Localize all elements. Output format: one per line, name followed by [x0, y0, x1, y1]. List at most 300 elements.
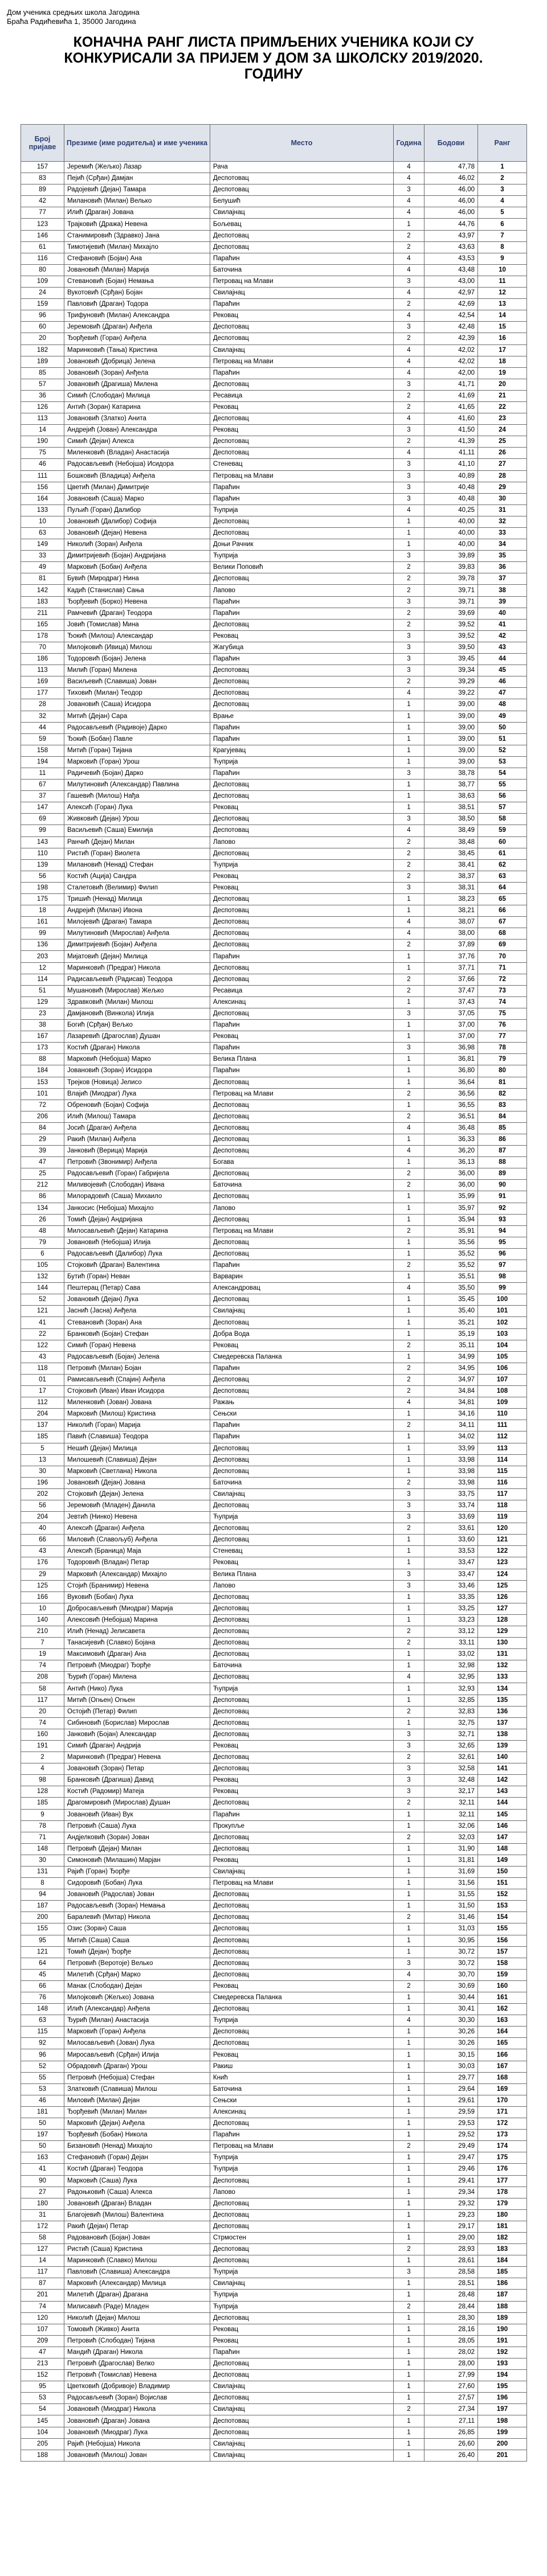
- table-row: [21, 848, 527, 859]
- rank-cell: 94: [478, 1225, 527, 1237]
- student-name-cell: Јеремић (Жељко) Лазар: [64, 162, 210, 173]
- application-number-cell: 178: [21, 630, 64, 642]
- grade-cell: 1: [394, 1191, 424, 1203]
- grade-cell: 3: [394, 482, 424, 493]
- place-cell: Деспотовац: [210, 2175, 394, 2187]
- place-cell: Деспотовац: [210, 1294, 394, 1306]
- table-row: [21, 1958, 527, 1969]
- rank-cell: 56: [478, 791, 527, 802]
- grade-cell: 4: [394, 173, 424, 184]
- application-number-cell: 128: [21, 1786, 64, 1798]
- table-row: [21, 207, 527, 219]
- rank-cell: 23: [478, 413, 527, 425]
- application-number-cell: 210: [21, 1626, 64, 1638]
- rank-cell: 93: [478, 1214, 527, 1225]
- place-cell: Ћуприја: [210, 2290, 394, 2301]
- grade-cell: 2: [394, 436, 424, 448]
- place-cell: Параћин: [210, 482, 394, 493]
- student-name-cell: Милојевић (Драган) Тамара: [64, 917, 210, 928]
- rank-cell: 85: [478, 1122, 527, 1134]
- application-number-cell: 161: [21, 917, 64, 928]
- rank-cell: 178: [478, 2187, 527, 2198]
- application-number-cell: 185: [21, 1431, 64, 1443]
- student-name-cell: Јовановић (Радослав) Јован: [64, 1889, 210, 1901]
- student-name-cell: Јовановић (Иван) Вук: [64, 1809, 210, 1820]
- grade-cell: 1: [394, 722, 424, 733]
- place-cell: Деспотовац: [210, 688, 394, 699]
- grade-cell: 4: [394, 253, 424, 264]
- application-number-cell: 50: [21, 2141, 64, 2152]
- points-cell: 28,48: [424, 2290, 478, 2301]
- place-cell: Деспотовац: [210, 1717, 394, 1729]
- header-application-number: Број пријаве: [21, 125, 64, 162]
- place-cell: Бољевац: [210, 219, 394, 230]
- points-cell: 36,20: [424, 1146, 478, 1157]
- grade-cell: 2: [394, 848, 424, 859]
- grade-cell: 1: [394, 2358, 424, 2370]
- table-row: [21, 676, 527, 688]
- grade-cell: 3: [394, 654, 424, 665]
- table-row: [21, 2290, 527, 2301]
- points-cell: 36,64: [424, 1077, 478, 1088]
- student-name-cell: Радојевић (Дејан) Тамара: [64, 184, 210, 196]
- title-line-2: КОНКУРИСАЛИ ЗА ПРИЈЕМ У ДОМ ЗА ШКОЛСКУ 2019/2020. ГОДИНУ: [64, 50, 483, 82]
- points-cell: 44,76: [424, 219, 478, 230]
- student-name-cell: Радосављевић (Небојша) Исидора: [64, 459, 210, 470]
- points-cell: 29,23: [424, 2209, 478, 2221]
- rank-cell: 194: [478, 2370, 527, 2381]
- table-row: [21, 1992, 527, 2004]
- points-cell: 39,78: [424, 573, 478, 585]
- points-cell: 30,72: [424, 1958, 478, 1969]
- grade-cell: 4: [394, 310, 424, 322]
- place-cell: Алексинац: [210, 996, 394, 1008]
- table-row: [21, 425, 527, 436]
- grade-cell: 1: [394, 905, 424, 917]
- table-body: [21, 162, 527, 2462]
- grade-cell: 3: [394, 1786, 424, 1798]
- grade-cell: 2: [394, 985, 424, 996]
- student-name-cell: Пештерац (Петар) Сава: [64, 1283, 210, 1294]
- student-name-cell: Рајић (Горан) Ђорђе: [64, 1866, 210, 1877]
- table-row: [21, 562, 527, 573]
- points-cell: 43,97: [424, 230, 478, 241]
- application-number-cell: 92: [21, 2038, 64, 2049]
- student-name-cell: Илић (Ненад) Јелисавета: [64, 1626, 210, 1638]
- points-cell: 42,00: [424, 367, 478, 379]
- student-name-cell: Јосић (Драган) Анђела: [64, 1122, 210, 1134]
- table-row: [21, 1454, 527, 1466]
- application-number-cell: 46: [21, 2095, 64, 2106]
- grade-cell: 1: [394, 1695, 424, 1706]
- student-name-cell: Алексовић (Небојша) Марина: [64, 1614, 210, 1626]
- place-cell: Деспотовац: [210, 184, 394, 196]
- place-cell: Свилајнац: [210, 344, 394, 356]
- points-cell: 35,21: [424, 1317, 478, 1328]
- header-points: Бодови: [424, 125, 478, 162]
- rank-cell: 43: [478, 642, 527, 653]
- grade-cell: 3: [394, 630, 424, 642]
- points-cell: 29,53: [424, 2118, 478, 2130]
- table-row: [21, 173, 527, 184]
- student-name-cell: Јовановић (Зоран) Исидора: [64, 1065, 210, 1077]
- rank-cell: 81: [478, 1077, 527, 1088]
- grade-cell: 1: [394, 1306, 424, 1317]
- application-number-cell: 173: [21, 1043, 64, 1054]
- table-row: [21, 448, 527, 459]
- grade-cell: 4: [394, 162, 424, 173]
- points-cell: 34,84: [424, 1386, 478, 1397]
- place-cell: Деспотовац: [210, 1386, 394, 1397]
- application-number-cell: 39: [21, 1146, 64, 1157]
- application-number-cell: 59: [21, 733, 64, 745]
- rank-cell: 14: [478, 310, 527, 322]
- place-cell: Богава: [210, 1157, 394, 1168]
- place-cell: Деспотовац: [210, 1638, 394, 1649]
- points-cell: 30,44: [424, 1992, 478, 2004]
- points-cell: 27,60: [424, 2381, 478, 2393]
- grade-cell: 1: [394, 2415, 424, 2427]
- rank-cell: 42: [478, 630, 527, 642]
- grade-cell: 1: [394, 539, 424, 551]
- place-cell: Деспотовац: [210, 1843, 394, 1855]
- student-name-cell: Милошевић (Славиша) Дејан: [64, 1454, 210, 1466]
- rank-cell: 169: [478, 2083, 527, 2095]
- place-cell: Деспотовац: [210, 528, 394, 539]
- points-cell: 40,25: [424, 504, 478, 516]
- student-name-cell: Петровић (Слободан) Тијана: [64, 2335, 210, 2347]
- grade-cell: 1: [394, 2324, 424, 2335]
- points-cell: 29,46: [424, 2164, 478, 2175]
- rank-cell: 127: [478, 1603, 527, 1614]
- application-number-cell: 64: [21, 1958, 64, 1969]
- application-number-cell: 67: [21, 780, 64, 791]
- student-name-cell: Миливојевић (Слободан) Ивана: [64, 1180, 210, 1191]
- table-row: [21, 1157, 527, 1168]
- points-cell: 43,48: [424, 264, 478, 276]
- rank-cell: 173: [478, 2130, 527, 2141]
- place-cell: Параћин: [210, 608, 394, 619]
- application-number-cell: 101: [21, 1088, 64, 1100]
- points-cell: 37,76: [424, 951, 478, 962]
- student-name-cell: Андрејић (Милан) Ивона: [64, 905, 210, 917]
- place-cell: Деспотовац: [210, 1614, 394, 1626]
- grade-cell: 2: [394, 608, 424, 619]
- place-cell: Рековац: [210, 1775, 394, 1786]
- application-number-cell: 116: [21, 253, 64, 264]
- place-cell: Деспотовац: [210, 1146, 394, 1157]
- place-cell: Деспотовац: [210, 814, 394, 825]
- table-row: [21, 2187, 527, 2198]
- student-name-cell: Милетић (Срђан) Марко: [64, 1969, 210, 1980]
- rank-cell: 84: [478, 1111, 527, 1122]
- grade-cell: 1: [394, 1020, 424, 1031]
- points-cell: 38,48: [424, 836, 478, 848]
- table-row: [21, 1535, 527, 1546]
- application-number-cell: 209: [21, 2335, 64, 2347]
- points-cell: 36,00: [424, 1168, 478, 1180]
- grade-cell: 1: [394, 2198, 424, 2209]
- rank-cell: 167: [478, 2061, 527, 2072]
- application-number-cell: 17: [21, 1386, 64, 1397]
- application-number-cell: 188: [21, 2450, 64, 2461]
- student-name-cell: Обреновић (Бојан) Софија: [64, 1100, 210, 1111]
- application-number-cell: 86: [21, 1191, 64, 1203]
- student-name-cell: Тиховић (Милан) Теодор: [64, 688, 210, 699]
- table-row: [21, 1043, 527, 1054]
- student-name-cell: Ђорђевић (Бобан) Никола: [64, 2130, 210, 2141]
- table-row: [21, 1386, 527, 1397]
- rank-cell: 66: [478, 905, 527, 917]
- table-row: [21, 2130, 527, 2141]
- student-name-cell: Бувић (Миродраг) Нина: [64, 573, 210, 585]
- place-cell: Рековац: [210, 2335, 394, 2347]
- student-name-cell: Николић (Зоран) Анђела: [64, 539, 210, 551]
- place-cell: Рековац: [210, 882, 394, 893]
- rank-cell: 10: [478, 264, 527, 276]
- grade-cell: 1: [394, 2106, 424, 2118]
- student-name-cell: Симић (Слободан) Милица: [64, 390, 210, 401]
- rank-cell: 155: [478, 1923, 527, 1935]
- place-cell: Добра Вода: [210, 1328, 394, 1340]
- place-cell: Деспотовац: [210, 1191, 394, 1203]
- application-number-cell: 90: [21, 2175, 64, 2187]
- place-cell: Деспотовац: [210, 1912, 394, 1923]
- table-row: [21, 2175, 527, 2187]
- table-row: [21, 596, 527, 608]
- points-cell: 40,89: [424, 470, 478, 482]
- grade-cell: 2: [394, 1168, 424, 1180]
- application-number-cell: 98: [21, 1775, 64, 1786]
- rank-cell: 166: [478, 2049, 527, 2061]
- document-title: [34, 34, 513, 82]
- place-cell: Деспотовац: [210, 1603, 394, 1614]
- table-row: [21, 1786, 527, 1798]
- rank-cell: 51: [478, 733, 527, 745]
- grade-cell: 1: [394, 2187, 424, 2198]
- grade-cell: 1: [394, 711, 424, 722]
- rank-cell: 176: [478, 2164, 527, 2175]
- student-name-cell: Миловић (Славољуб) Анђела: [64, 1535, 210, 1546]
- grade-cell: 1: [394, 2072, 424, 2083]
- place-cell: Параћин: [210, 654, 394, 665]
- rank-cell: 20: [478, 379, 527, 390]
- student-name-cell: Јевтић (Нинко) Невена: [64, 1512, 210, 1523]
- grade-cell: 1: [394, 1203, 424, 1214]
- points-cell: 39,69: [424, 608, 478, 619]
- table-row: [21, 928, 527, 940]
- student-name-cell: Петровић (Миодраг) Ђорђе: [64, 1660, 210, 1672]
- rank-cell: 67: [478, 917, 527, 928]
- points-cell: 31,55: [424, 1889, 478, 1901]
- rank-cell: 171: [478, 2106, 527, 2118]
- points-cell: 42,02: [424, 356, 478, 367]
- rank-cell: 114: [478, 1454, 527, 1466]
- rank-cell: 16: [478, 333, 527, 344]
- table-row: [21, 2335, 527, 2347]
- application-number-cell: 177: [21, 688, 64, 699]
- table-row: [21, 1901, 527, 1912]
- rank-cell: 44: [478, 654, 527, 665]
- grade-cell: 2: [394, 2141, 424, 2152]
- application-number-cell: 164: [21, 493, 64, 504]
- place-cell: Петровац на Млави: [210, 470, 394, 482]
- grade-cell: 2: [394, 859, 424, 871]
- place-cell: Варварин: [210, 1271, 394, 1283]
- points-cell: 39,52: [424, 619, 478, 630]
- rank-cell: 159: [478, 1969, 527, 1980]
- place-cell: Смедеревска Паланка: [210, 1351, 394, 1363]
- rank-cell: 116: [478, 1477, 527, 1488]
- place-cell: Деспотовац: [210, 1535, 394, 1546]
- rank-cell: 172: [478, 2118, 527, 2130]
- points-cell: 39,00: [424, 733, 478, 745]
- rank-cell: 109: [478, 1397, 527, 1409]
- grade-cell: 1: [394, 2370, 424, 2381]
- application-number-cell: 167: [21, 1031, 64, 1043]
- table-row: [21, 894, 527, 905]
- table-row: [21, 1409, 527, 1420]
- place-cell: Рековац: [210, 1031, 394, 1043]
- grade-cell: 1: [394, 2152, 424, 2164]
- rank-cell: 9: [478, 253, 527, 264]
- application-number-cell: 41: [21, 1317, 64, 1328]
- student-name-cell: Васиљевић (Саша) Емилија: [64, 825, 210, 836]
- student-name-cell: Стевановић (Бојан) Немања: [64, 276, 210, 287]
- rank-cell: 186: [478, 2278, 527, 2290]
- points-cell: 46,02: [424, 173, 478, 184]
- table-row: [21, 2301, 527, 2312]
- application-number-cell: 74: [21, 1660, 64, 1672]
- table-row: [21, 390, 527, 401]
- application-number-cell: 208: [21, 1672, 64, 1683]
- table-row: [21, 1237, 527, 1248]
- grade-cell: 2: [394, 1477, 424, 1488]
- points-cell: 38,31: [424, 882, 478, 893]
- points-cell: 30,72: [424, 1946, 478, 1958]
- grade-cell: 2: [394, 1420, 424, 1431]
- grade-cell: 3: [394, 1763, 424, 1775]
- grade-cell: 1: [394, 2255, 424, 2267]
- student-name-cell: Јовановић (Саша) Марко: [64, 493, 210, 504]
- rank-cell: 198: [478, 2415, 527, 2427]
- grade-cell: 1: [394, 1535, 424, 1546]
- student-name-cell: Симоновић (Милашин) Марјан: [64, 1855, 210, 1866]
- student-name-cell: Јовановић (Милан) Марија: [64, 264, 210, 276]
- grade-cell: 1: [394, 802, 424, 814]
- application-number-cell: 198: [21, 882, 64, 893]
- points-cell: 38,23: [424, 894, 478, 905]
- place-cell: Ћуприја: [210, 551, 394, 562]
- grade-cell: 2: [394, 333, 424, 344]
- table-row: [21, 608, 527, 619]
- place-cell: Петровац на Млави: [210, 1225, 394, 1237]
- organization-header: [7, 8, 140, 26]
- rank-cell: 126: [478, 1591, 527, 1603]
- grade-cell: 2: [394, 974, 424, 985]
- table-row: [21, 2312, 527, 2324]
- rank-cell: 110: [478, 1409, 527, 1420]
- points-cell: 29,61: [424, 2095, 478, 2106]
- application-number-cell: 50: [21, 2118, 64, 2130]
- points-cell: 28,58: [424, 2267, 478, 2278]
- grade-cell: 2: [394, 1798, 424, 1809]
- table-row: [21, 1717, 527, 1729]
- application-number-cell: 172: [21, 2221, 64, 2232]
- application-number-cell: 111: [21, 470, 64, 482]
- rank-cell: 154: [478, 1912, 527, 1923]
- points-cell: 39,83: [424, 562, 478, 573]
- place-cell: Деспотовац: [210, 1591, 394, 1603]
- place-cell: Деспотовац: [210, 1889, 394, 1901]
- student-name-cell: Андрејић (Јован) Александра: [64, 425, 210, 436]
- student-name-cell: Радосављевић (Бојан) Јелена: [64, 1351, 210, 1363]
- table-row: [21, 1100, 527, 1111]
- student-name-cell: Радовановић (Бојан) Јован: [64, 2232, 210, 2243]
- table-row: [21, 2404, 527, 2415]
- student-name-cell: Илић (Милош) Тамара: [64, 1111, 210, 1122]
- points-cell: 35,51: [424, 1271, 478, 1283]
- table-row: [21, 459, 527, 470]
- place-cell: Ћуприја: [210, 2301, 394, 2312]
- place-cell: Деспотовац: [210, 2118, 394, 2130]
- table-row: [21, 1443, 527, 1454]
- rank-cell: 78: [478, 1043, 527, 1054]
- points-cell: 36,55: [424, 1100, 478, 1111]
- points-cell: 32,61: [424, 1752, 478, 1763]
- student-name-cell: Миленковић (Јован) Јована: [64, 1397, 210, 1409]
- grade-cell: 1: [394, 894, 424, 905]
- place-cell: Врање: [210, 711, 394, 722]
- grade-cell: 1: [394, 2393, 424, 2404]
- place-cell: Прокупље: [210, 1820, 394, 1832]
- grade-cell: 3: [394, 276, 424, 287]
- rank-cell: 99: [478, 1283, 527, 1294]
- rank-cell: 45: [478, 665, 527, 676]
- rank-cell: 187: [478, 2290, 527, 2301]
- place-cell: Параћин: [210, 596, 394, 608]
- student-name-cell: Јовановић (Дејан) Јована: [64, 1477, 210, 1488]
- application-number-cell: 166: [21, 1591, 64, 1603]
- points-cell: 27,34: [424, 2404, 478, 2415]
- application-number-cell: 49: [21, 562, 64, 573]
- table-row: [21, 2278, 527, 2290]
- grade-cell: 2: [394, 1832, 424, 1843]
- application-number-cell: 143: [21, 836, 64, 848]
- table-row: [21, 1168, 527, 1180]
- table-row: [21, 654, 527, 665]
- grade-cell: 4: [394, 356, 424, 367]
- rank-cell: 122: [478, 1546, 527, 1557]
- grade-cell: 1: [394, 2278, 424, 2290]
- place-cell: Деспотовац: [210, 1752, 394, 1763]
- table-row: [21, 1431, 527, 1443]
- table-row: [21, 413, 527, 425]
- table-row: [21, 1111, 527, 1122]
- points-cell: 35,52: [424, 1260, 478, 1271]
- rank-cell: 76: [478, 1020, 527, 1031]
- points-cell: 38,45: [424, 848, 478, 859]
- place-cell: Ћуприја: [210, 2267, 394, 2278]
- student-name-cell: Јовановић (Зоран) Петар: [64, 1763, 210, 1775]
- application-number-cell: 47: [21, 1157, 64, 1168]
- table-row: [21, 1488, 527, 1500]
- place-cell: Параћин: [210, 1420, 394, 1431]
- table-row: [21, 1283, 527, 1294]
- place-cell: Деспотовац: [210, 1237, 394, 1248]
- application-number-cell: 27: [21, 2187, 64, 2198]
- rank-cell: 50: [478, 722, 527, 733]
